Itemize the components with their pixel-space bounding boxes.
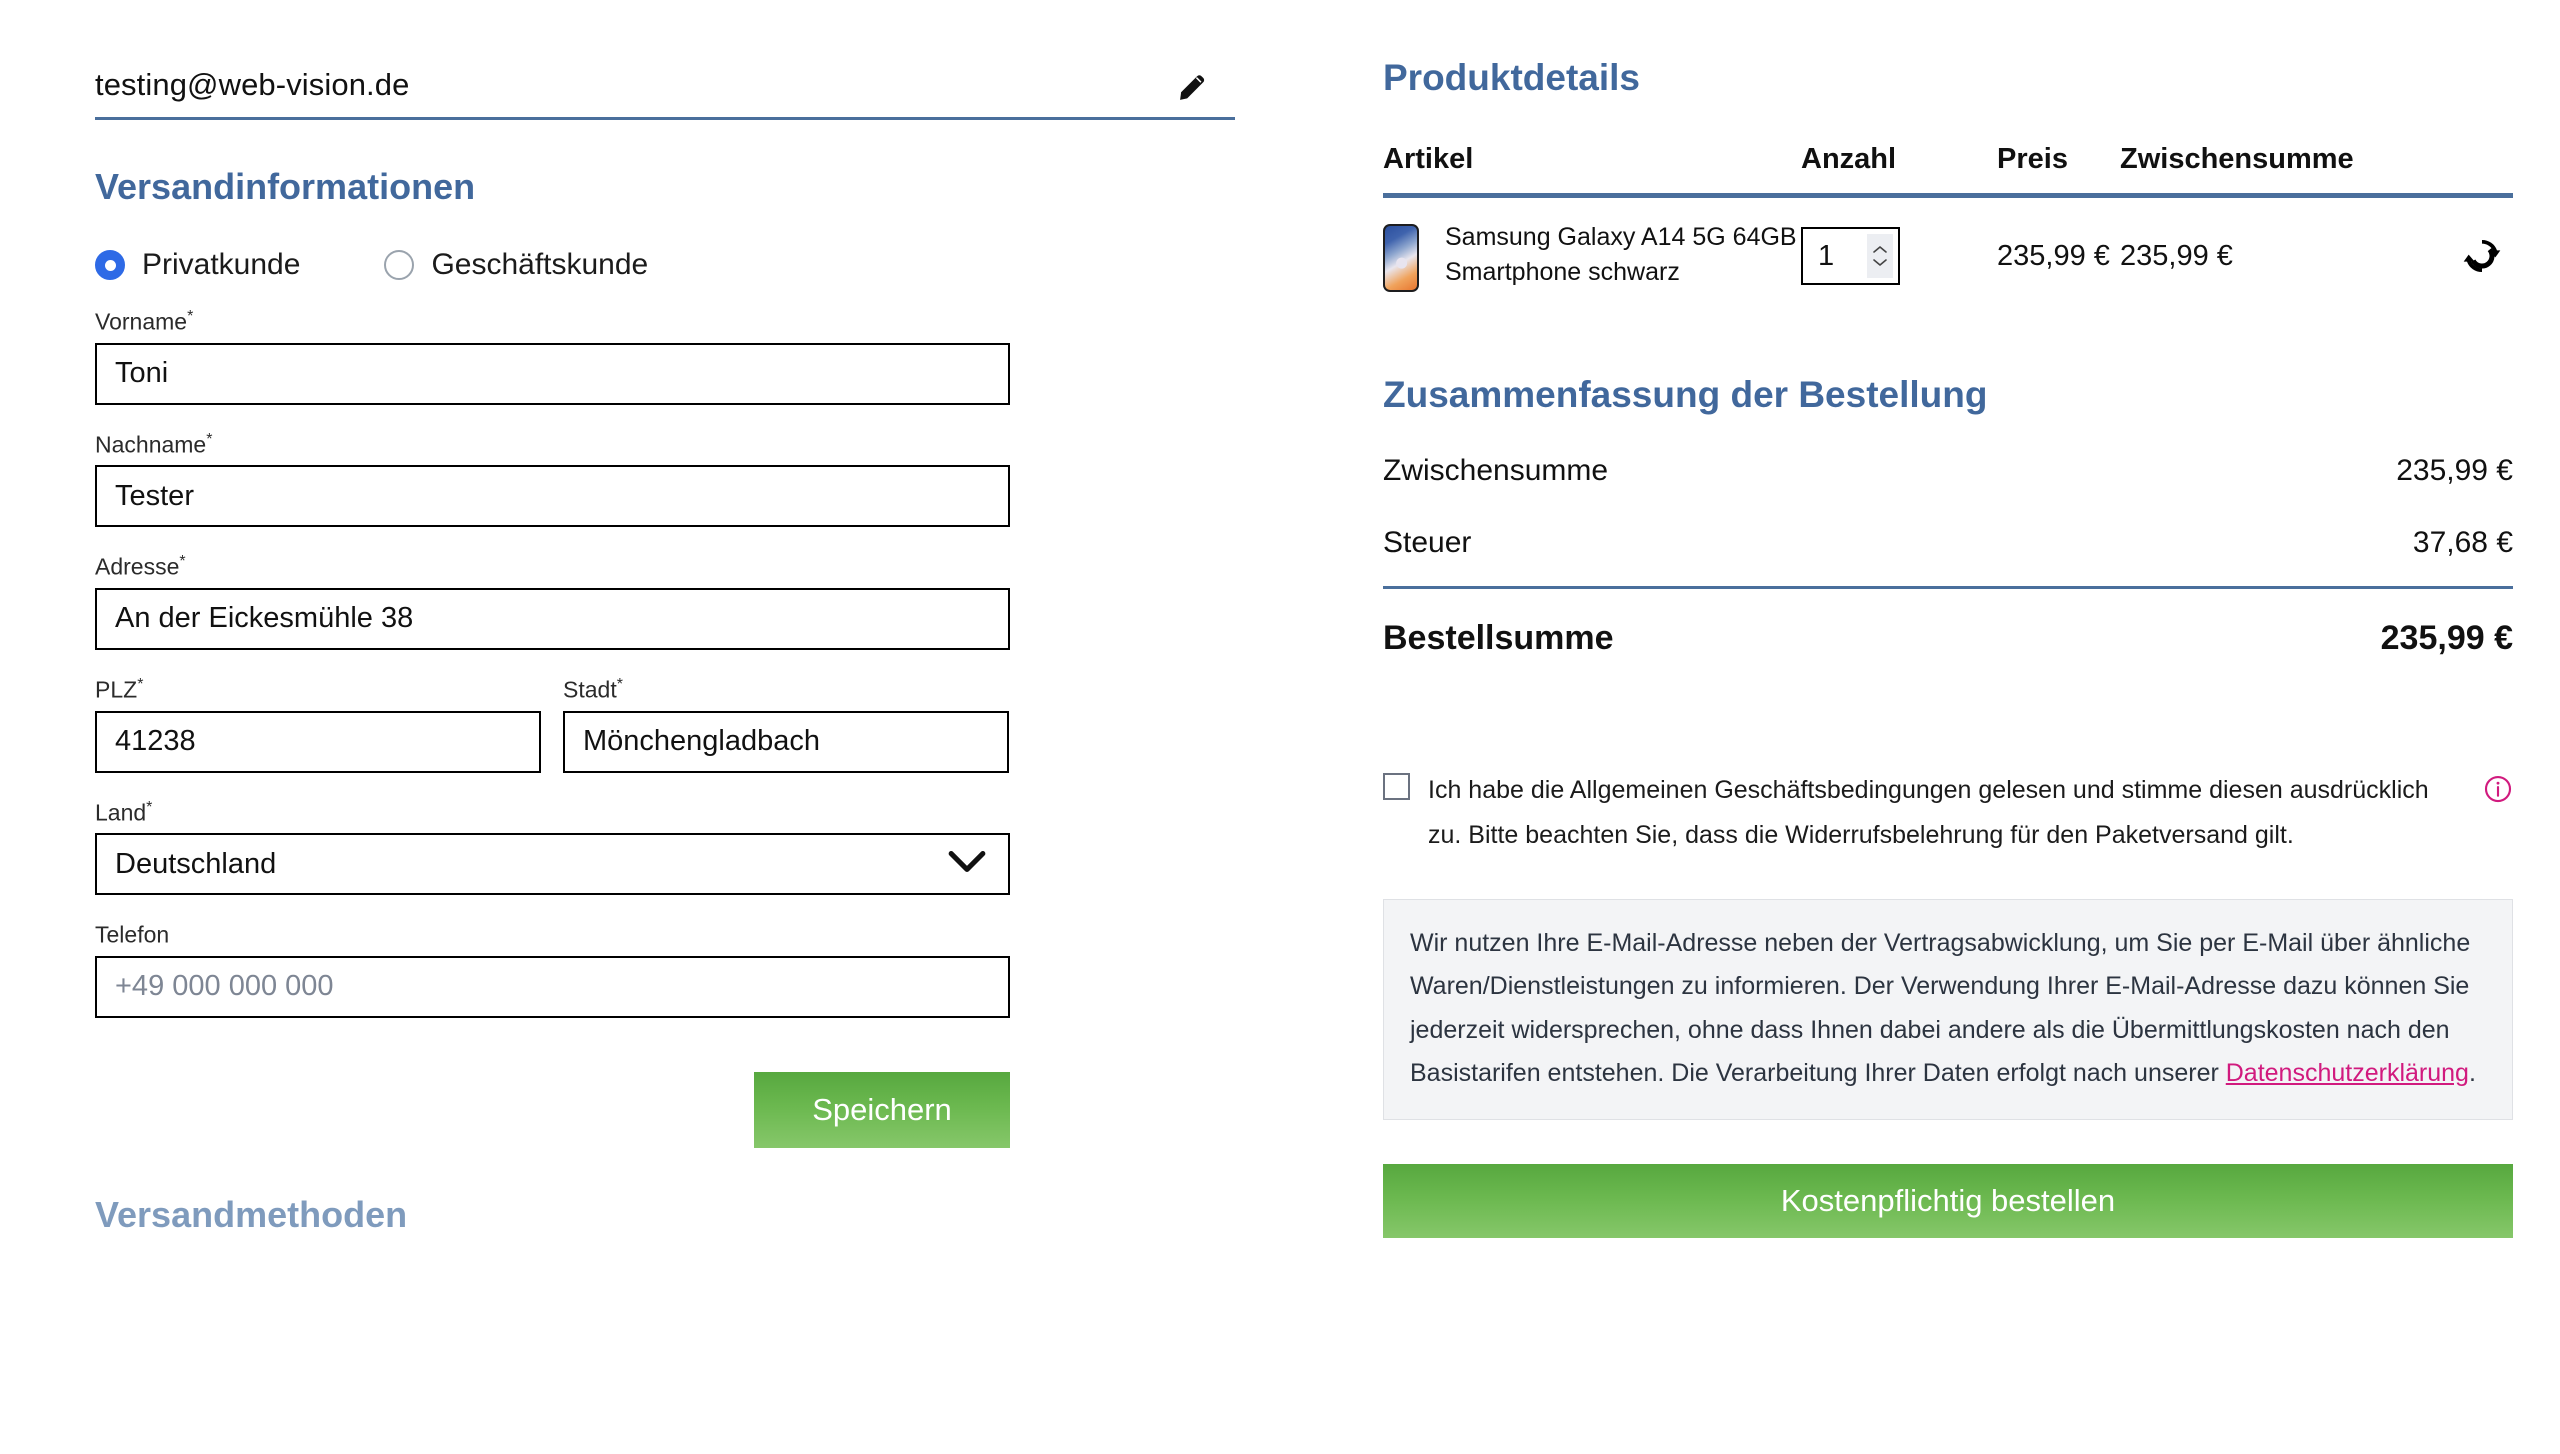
plz-input[interactable] — [95, 711, 541, 773]
table-row — [1383, 198, 2513, 318]
summary-label-total: Bestellsumme — [1383, 619, 1614, 657]
privacy-notice-text — [1410, 922, 2486, 1095]
privacy-notice-suffix: . — [2468, 1058, 2476, 1087]
pencil-icon[interactable] — [1173, 65, 1213, 105]
shipping-information-title: Versandinformationen — [95, 166, 476, 207]
customer-type-group — [95, 248, 1235, 282]
refresh-icon[interactable] — [2459, 233, 2505, 279]
land-label-text: Land — [95, 799, 147, 826]
summary-row-total — [1383, 619, 2513, 658]
quantity-value: 1 — [1818, 239, 1835, 272]
nachname-label-text: Nachname — [95, 431, 207, 458]
stadt-label-text: Stadt — [563, 676, 617, 703]
summary-value-tax: 37,68 € — [2412, 526, 2513, 559]
land-select-value: Deutschland — [115, 847, 277, 880]
land-select-wrap — [95, 833, 1010, 895]
telefon-label-text: Telefon — [95, 921, 170, 948]
stadt-required-marker: * — [616, 675, 623, 693]
stadt-input[interactable] — [563, 711, 1009, 773]
plz-label — [95, 676, 541, 704]
field-nachname — [95, 431, 1235, 528]
terms-acceptance-block — [1383, 768, 2513, 857]
land-select[interactable] — [95, 833, 1010, 895]
column-header-anzahl: Anzahl — [1801, 143, 1897, 175]
vorname-label-text: Vorname — [95, 308, 188, 335]
checkout-right-column — [1383, 0, 2513, 1238]
summary-row-tax — [1383, 526, 2513, 560]
field-land — [95, 799, 1235, 896]
summary-value-subtotal: 235,99 € — [2396, 454, 2513, 487]
product-cell-article — [1383, 220, 1801, 292]
save-button[interactable]: Speichern — [754, 1072, 1010, 1148]
account-email-row — [95, 52, 1235, 120]
telefon-input[interactable] — [95, 956, 1010, 1018]
product-cell-price: 235,99 € — [1997, 239, 2110, 272]
product-cell-subtotal: 235,99 € — [2120, 239, 2233, 272]
vorname-input[interactable] — [95, 343, 1010, 405]
info-icon[interactable] — [2483, 774, 2513, 809]
terms-checkbox[interactable] — [1383, 773, 1410, 800]
adresse-required-marker: * — [179, 553, 186, 571]
adresse-label-text: Adresse — [95, 553, 180, 580]
product-details-title: Produktdetails — [1383, 57, 1640, 98]
nachname-required-marker: * — [206, 430, 213, 448]
plz-required-marker: * — [137, 675, 144, 693]
plz-label-text: PLZ — [95, 676, 138, 703]
land-required-marker: * — [146, 798, 153, 816]
checkout-left-column — [95, 0, 1235, 1454]
radio-privatkunde-control[interactable] — [95, 250, 125, 280]
radio-geschaeftskunde[interactable] — [384, 248, 648, 282]
chevron-down-icon — [1872, 258, 1888, 267]
privacy-notice-box — [1383, 899, 2513, 1120]
field-adresse — [95, 553, 1235, 650]
product-name: Samsung Galaxy A14 5G 64GB Smartphone schwarz — [1445, 223, 1797, 286]
vorname-required-marker: * — [187, 308, 194, 325]
place-order-button[interactable]: Kostenpflichtig bestellen — [1383, 1164, 2513, 1238]
summary-label-tax: Steuer — [1383, 526, 1472, 559]
stadt-label — [563, 676, 1009, 704]
summary-label-subtotal: Zwischensumme — [1383, 454, 1609, 487]
privacy-notice-body: Wir nutzen Ihre E-Mail-Adresse neben der Vertragsabwicklung, um Sie per E-Mail über ähnliche Waren/Dienstleistungen zu informieren. Der Verwendung Ihrer E-Mail-Adresse dazu können Sie jederzeit widersprechen, ohne dass Ihnen dabei andere als die Übermittlungskosten nach den Basistarifen entstehen. Die Verarbeitung Ihrer Daten erfolgt nach unserer — [1410, 929, 2471, 1087]
shipping-methods-title: Versandmethoden — [95, 1193, 408, 1235]
save-button-row — [95, 1072, 1010, 1148]
summary-row-subtotal — [1383, 454, 2513, 488]
radio-privatkunde-dot — [105, 260, 116, 271]
product-table-header — [1383, 143, 2513, 198]
privacy-policy-link[interactable]: Datenschutzerklärung — [2225, 1058, 2469, 1087]
summary-divider — [1383, 586, 2513, 589]
adresse-input[interactable] — [95, 588, 1010, 650]
radio-geschaeftskunde-label: Geschäftskunde — [431, 248, 649, 281]
column-header-artikel: Artikel — [1383, 143, 1474, 175]
summary-value-total: 235,99 € — [2380, 619, 2513, 657]
field-vorname — [95, 308, 1235, 405]
column-header-preis: Preis — [1997, 143, 2068, 175]
column-header-zwischensumme: Zwischensumme — [2120, 143, 2354, 175]
product-cell-quantity — [1801, 227, 1997, 285]
nachname-label — [95, 431, 1235, 459]
product-details-table — [1383, 143, 2513, 318]
radio-privatkunde[interactable] — [95, 248, 300, 282]
radio-privatkunde-label: Privatkunde — [142, 248, 301, 281]
chevron-up-icon — [1872, 245, 1888, 254]
field-stadt — [563, 676, 1009, 773]
adresse-label — [95, 553, 1235, 581]
account-email: testing@web-vision.de — [95, 66, 410, 102]
field-telefon — [95, 921, 1235, 1018]
product-thumbnail — [1383, 224, 1419, 292]
zip-city-row — [95, 676, 1235, 773]
telefon-label — [95, 921, 1235, 949]
quantity-spinner-buttons[interactable] — [1867, 234, 1893, 278]
product-thumbnail-screen — [1385, 226, 1417, 290]
land-label — [95, 799, 1235, 827]
quantity-stepper[interactable] — [1801, 227, 1900, 285]
field-plz — [95, 676, 541, 773]
terms-text: Ich habe die Allgemeinen Geschäftsbedingungen gelesen und stimme diesen ausdrücklich zu. Bitte beachten Sie, dass die Widerrufsbelehrung für den Paketversand gilt. — [1428, 776, 2429, 849]
order-summary-title: Zusammenfassung der Bestellung — [1383, 374, 1988, 415]
nachname-input[interactable] — [95, 465, 1010, 527]
radio-geschaeftskunde-control[interactable] — [384, 250, 414, 280]
vorname-label — [95, 308, 1235, 336]
